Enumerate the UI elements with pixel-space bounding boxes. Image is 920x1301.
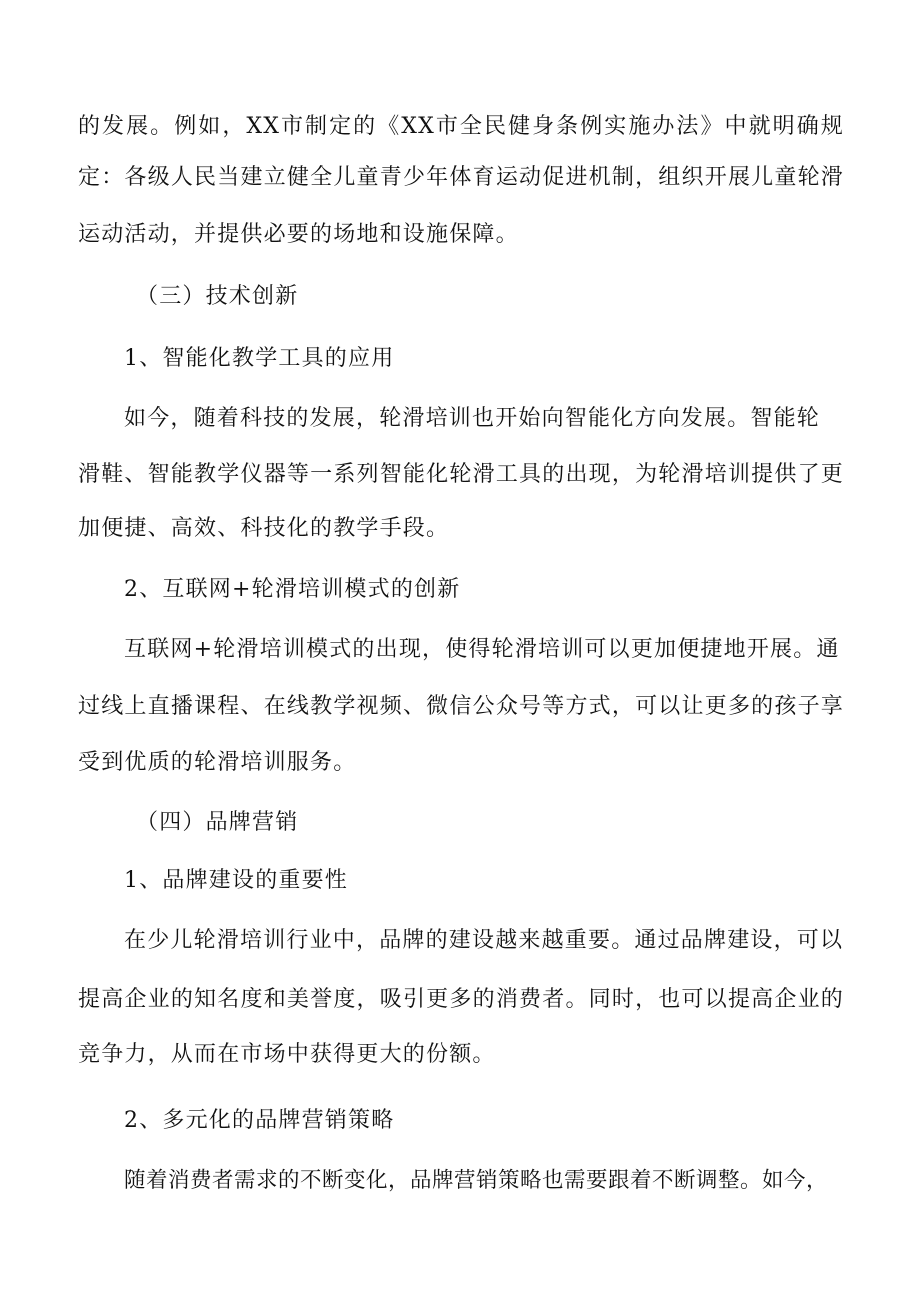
section-heading: （三）技术创新 <box>136 284 299 309</box>
paragraph-line: 在少儿轮滑培训行业中，品牌的建设越来越重要。通过品牌建设，可以 <box>124 928 844 953</box>
paragraph-line: 竞争力，从而在市场中获得更大的份额。 <box>78 1042 496 1067</box>
paragraph-line: 滑鞋、智能教学仪器等一系列智能化轮滑工具的出现，为轮滑培训提供了更 <box>78 462 844 487</box>
paragraph-line: 互联网+轮滑培训模式的出现，使得轮滑培训可以更加便捷地开展。通 <box>124 637 840 662</box>
paragraph-line: 受到优质的轮滑培训服务。 <box>78 750 357 775</box>
subsection-heading: 2、互联网+轮滑培训模式的创新 <box>124 577 461 602</box>
subsection-heading: 1、品牌建设的重要性 <box>124 868 348 893</box>
section-heading: （四）品牌营销 <box>136 810 299 835</box>
paragraph-line: 运动活动，并提供必要的场地和设施保障。 <box>78 222 519 247</box>
paragraph-line: 定：各级人民当建立健全儿童青少年体育运动促进机制，组织开展儿童轮滑 <box>78 165 844 190</box>
paragraph-line: 的发展。例如，XX市制定的《XX市全民健身条例实施办法》中就明确规 <box>78 114 844 139</box>
paragraph-line: 加便捷、高效、科技化的教学手段。 <box>78 516 450 541</box>
subsection-heading: 2、多元化的品牌营销策略 <box>124 1108 395 1133</box>
subsection-heading: 1、智能化教学工具的应用 <box>124 346 395 371</box>
paragraph-line: 提高企业的知名度和美誉度，吸引更多的消费者。同时，也可以提高企业的 <box>78 987 844 1012</box>
paragraph-line: 如今，随着科技的发展，轮滑培训也开始向智能化方向发展。智能轮 <box>124 406 821 431</box>
paragraph-line: 随着消费者需求的不断变化，品牌营销策略也需要跟着不断调整。如今， <box>124 1168 829 1193</box>
paragraph-line: 过线上直播课程、在线教学视频、微信公众号等方式，可以让更多的孩子享 <box>78 694 844 719</box>
